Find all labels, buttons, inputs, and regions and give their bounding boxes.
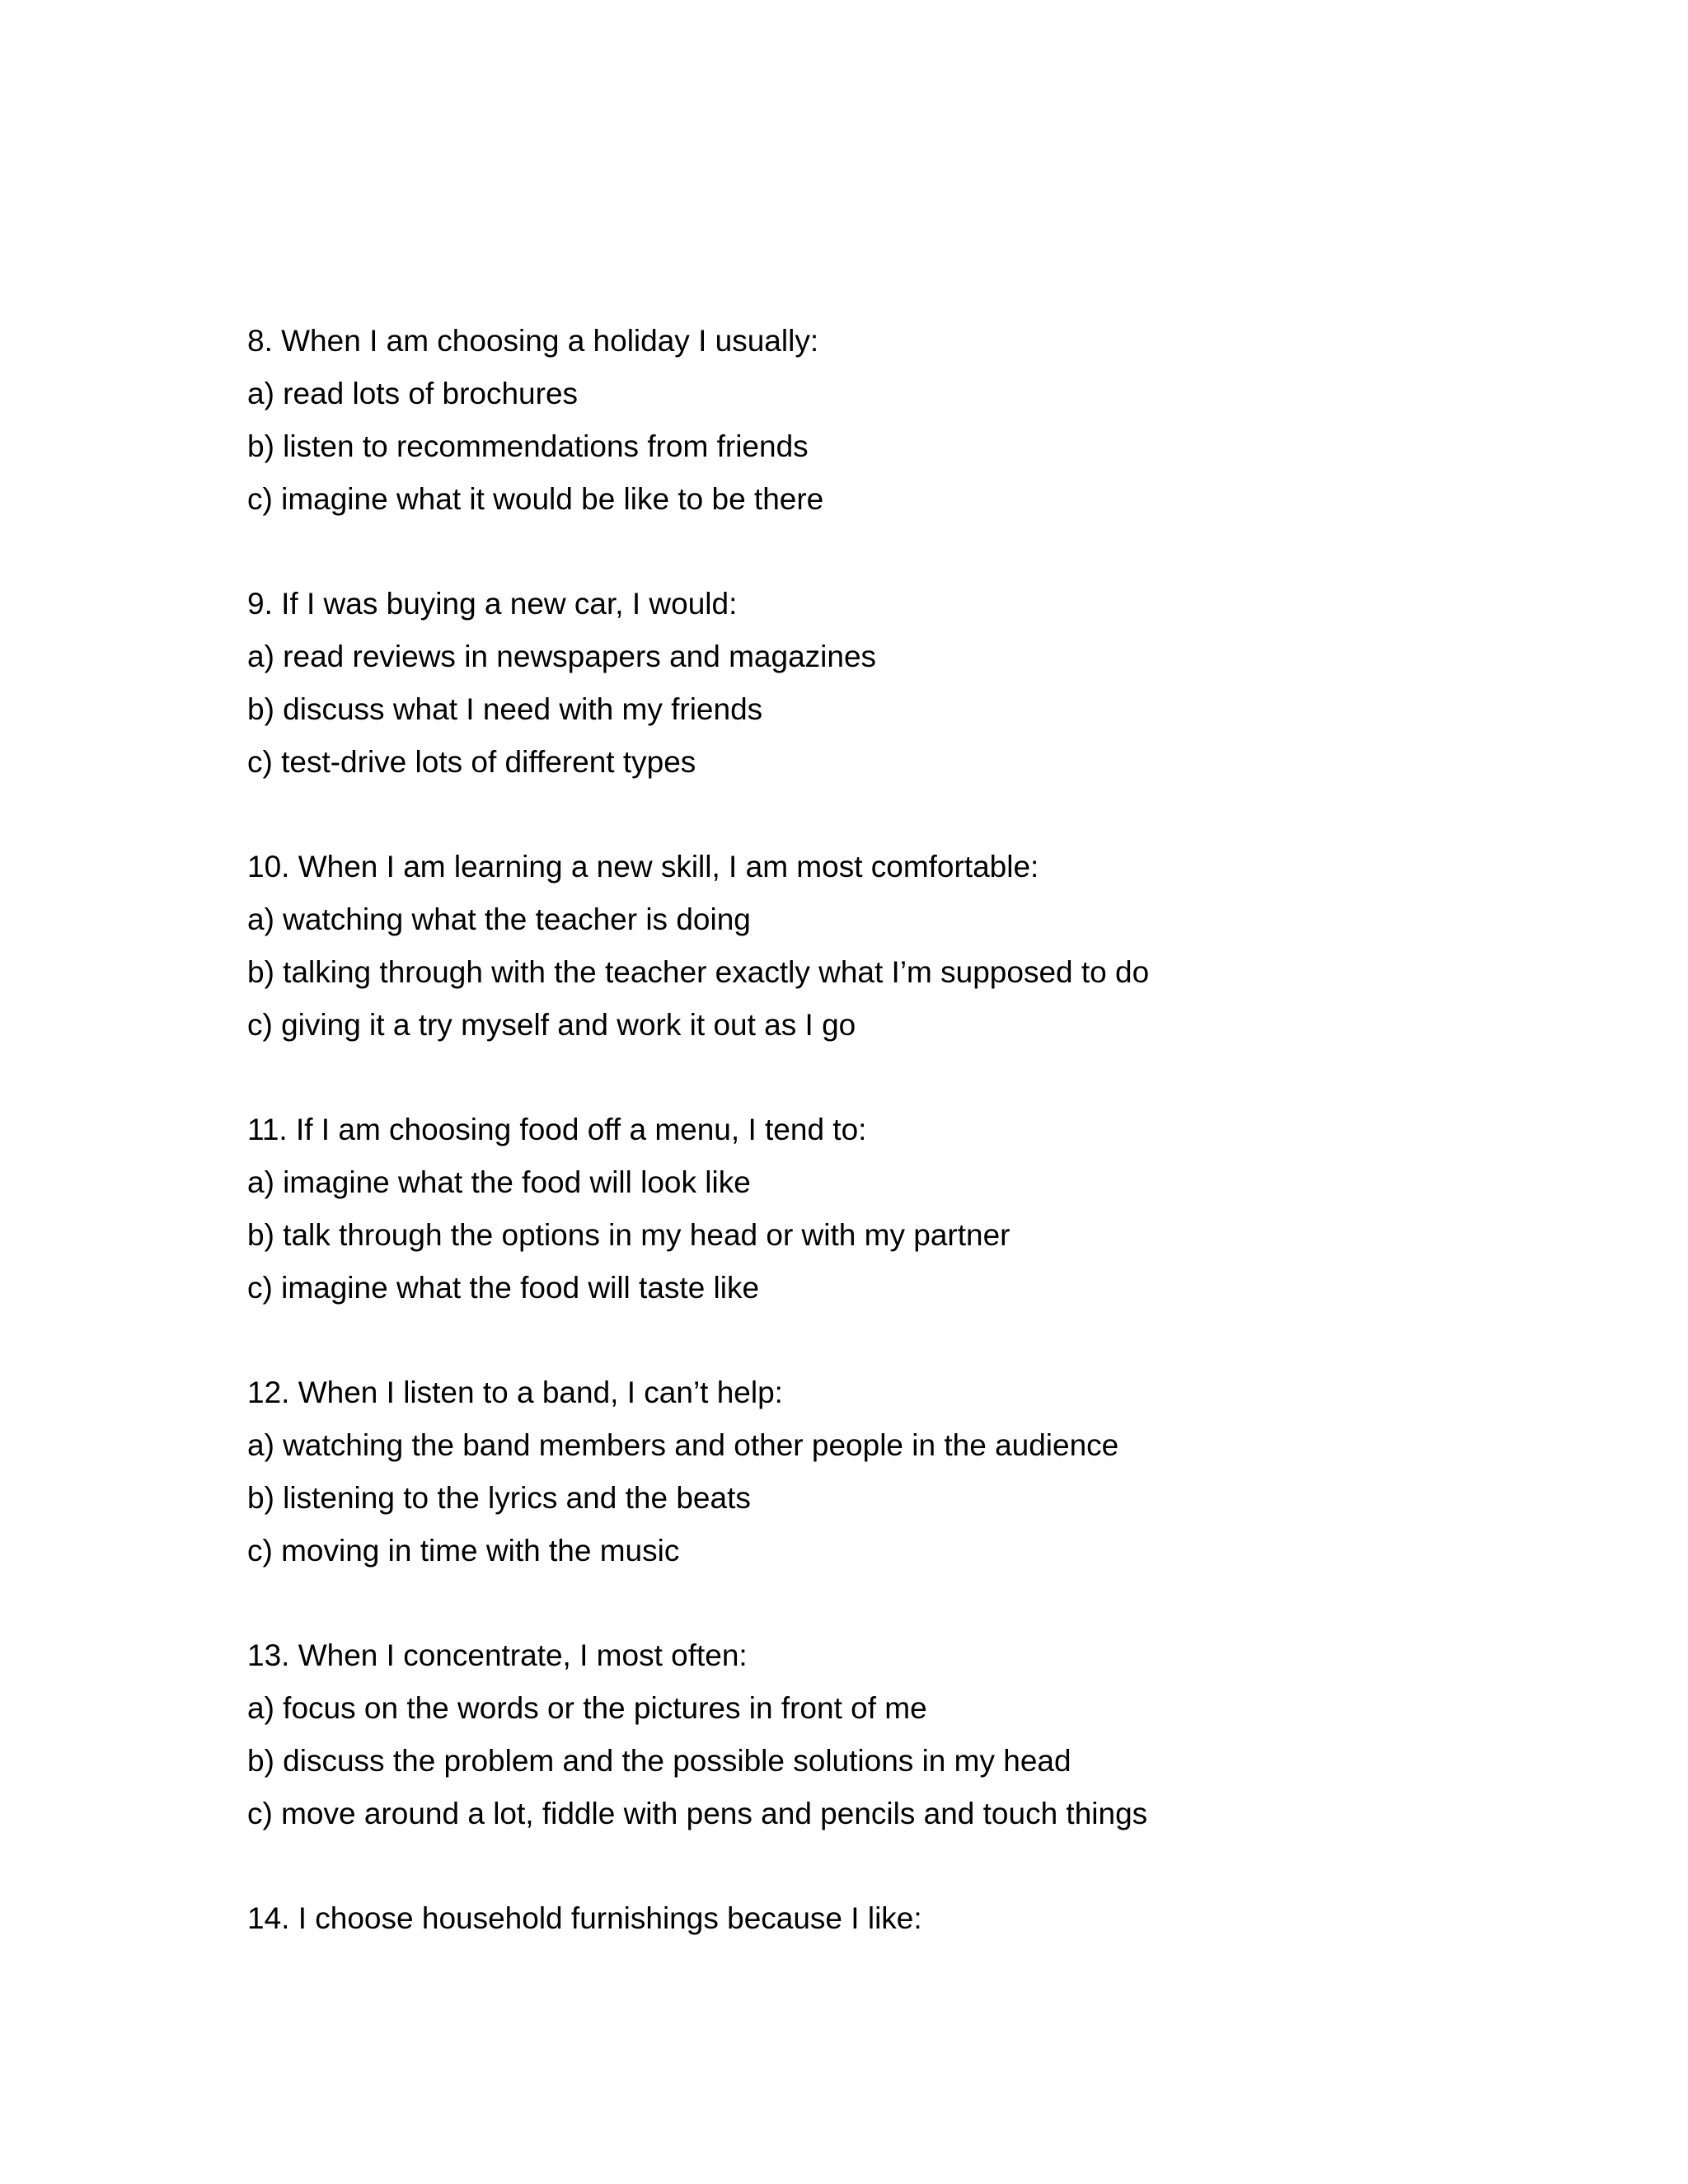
question-prompt: 13. When I concentrate, I most often: (247, 1638, 748, 1672)
answer-option-a: a) watching the band members and other people in the audience (247, 1428, 1119, 1462)
answer-option-a: a) imagine what the food will look like (247, 1165, 751, 1199)
answer-option-b: b) discuss what I need with my friends (247, 692, 763, 726)
answer-option-a: a) focus on the words or the pictures in front of me (247, 1691, 927, 1725)
question-prompt: 10. When I am learning a new skill, I am most comfortable: (247, 850, 1039, 883)
question-14 (247, 1892, 1484, 1945)
answer-option-b: b) listen to recommendations from friends (247, 429, 809, 463)
answer-option-a: a) watching what the teacher is doing (247, 902, 751, 936)
question-9 (247, 578, 1484, 789)
question-11 (247, 1104, 1484, 1315)
answer-option-a: a) read reviews in newspapers and magazines (247, 640, 877, 673)
answer-option-b: b) listening to the lyrics and the beats (247, 1481, 751, 1515)
question-12 (247, 1366, 1484, 1577)
answer-option-c: c) giving it a try myself and work it out as I go (247, 1008, 856, 1042)
answer-option-c: c) imagine what the food will taste like (247, 1271, 760, 1305)
document-page (247, 315, 1484, 1997)
question-prompt: 9. If I was buying a new car, I would: (247, 587, 738, 621)
question-13 (247, 1629, 1484, 1840)
question-10 (247, 841, 1484, 1052)
answer-option-b: b) talking through with the teacher exactly what I’m supposed to do (247, 955, 1150, 989)
answer-option-c: c) move around a lot, fiddle with pens and pencils and touch things (247, 1797, 1148, 1830)
question-prompt: 14. I choose household furnishings because I like: (247, 1901, 922, 1935)
question-prompt: 11. If I am choosing food off a menu, I tend to: (247, 1113, 867, 1146)
answer-option-c: c) moving in time with the music (247, 1534, 680, 1568)
answer-option-b: b) talk through the options in my head or with my partner (247, 1218, 1010, 1252)
question-prompt: 12. When I listen to a band, I can’t help: (247, 1376, 783, 1409)
answer-option-a: a) read lots of brochures (247, 377, 579, 410)
answer-option-c: c) test-drive lots of different types (247, 745, 696, 779)
question-prompt: 8. When I am choosing a holiday I usually: (247, 324, 819, 358)
answer-option-c: c) imagine what it would be like to be there (247, 482, 824, 516)
question-8 (247, 315, 1484, 526)
answer-option-b: b) discuss the problem and the possible solutions in my head (247, 1744, 1071, 1778)
